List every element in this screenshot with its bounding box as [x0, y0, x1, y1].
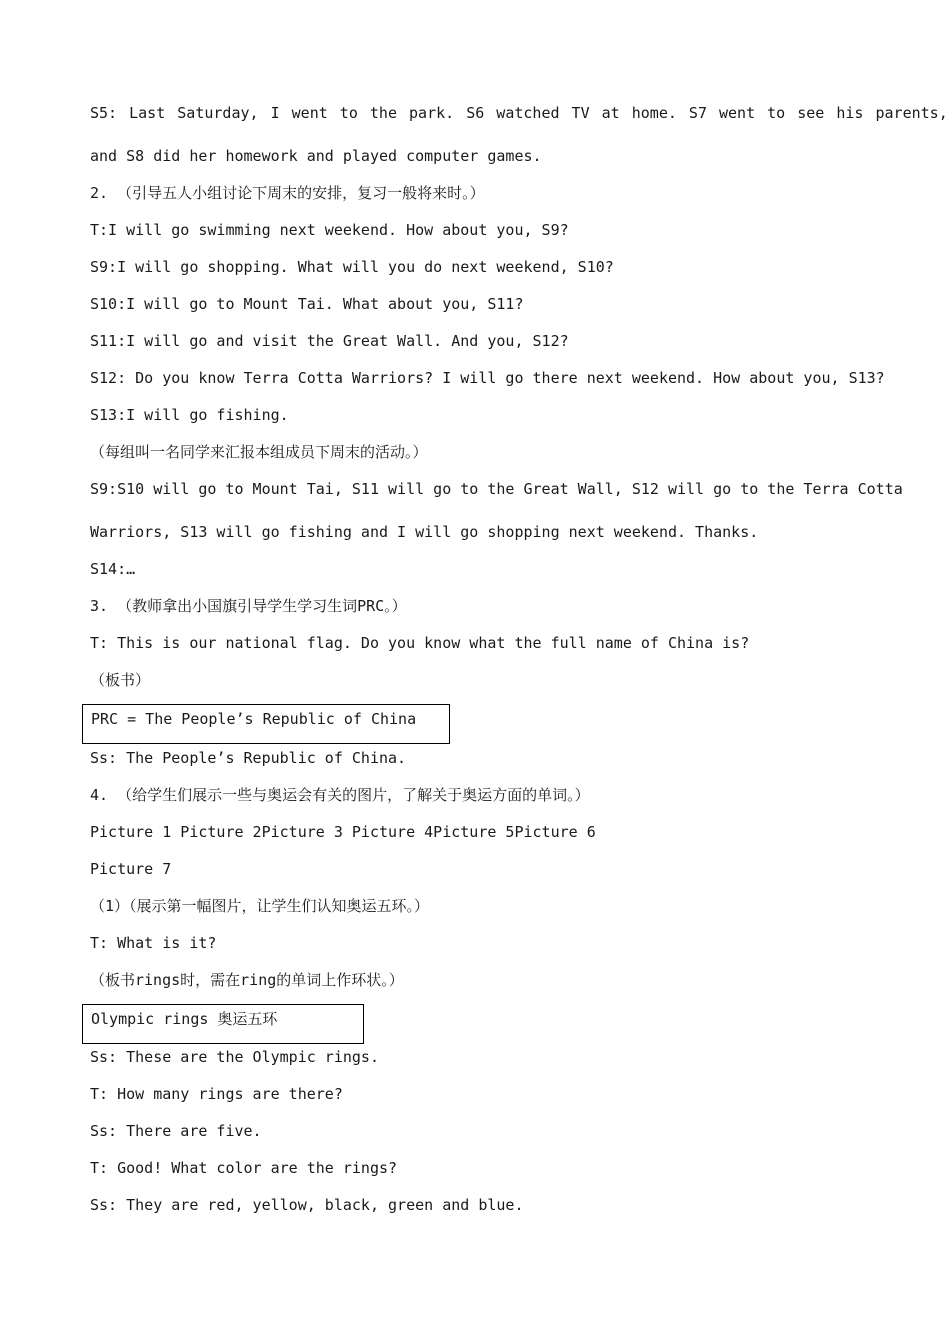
board-note-box-olympic-rings: [82, 1004, 364, 1044]
text-line: T: Good! What color are the rings?: [90, 1159, 398, 1177]
text-line: S9:S10 will go to Mount Tai, S11 will go to the Great Wall, S12 will go to the Terra Cotta: [90, 480, 903, 498]
text-line: S10:I will go to Mount Tai. What about you, S11?: [90, 295, 524, 313]
board-note-text: Olympic rings 奥运五环: [91, 1010, 278, 1028]
text-line: 2. （引导五人小组讨论下周末的安排，复习一般将来时。）: [90, 184, 485, 202]
text-line: （板书）: [90, 671, 151, 689]
board-note-text: PRC = The People’s Republic of China: [91, 710, 417, 728]
text-line: and S8 did her homework and played computer games.: [90, 147, 542, 165]
board-note-box-prc: [82, 704, 450, 744]
text-line: S11:I will go and visit the Great Wall. And you, S12?: [90, 332, 569, 350]
text-line: 3. （教师拿出小国旗引导学生学习生词PRC。）: [90, 597, 407, 615]
text-line: S14:…: [90, 560, 136, 578]
text-line: Ss: They are red, yellow, black, green and blue.: [90, 1196, 524, 1214]
text-line: S12: Do you know Terra Cotta Warriors? I will go there next weekend. How about you, S13?: [90, 369, 885, 387]
text-line: T: This is our national flag. Do you know what the full name of China is?: [90, 634, 750, 652]
text-line: Ss: These are the Olympic rings.: [90, 1048, 379, 1066]
text-line: T: What is it?: [90, 934, 217, 952]
text-line: S13:I will go fishing.: [90, 406, 289, 424]
text-line: Picture 1 Picture 2Picture 3 Picture 4Picture 5Picture 6: [90, 823, 596, 841]
text-line: S9:I will go shopping. What will you do next weekend, S10?: [90, 258, 614, 276]
text-line: Picture 7: [90, 860, 172, 878]
text-line: （板书rings时，需在ring的单词上作环状。）: [90, 971, 404, 989]
text-line: Ss: There are five.: [90, 1122, 262, 1140]
text-line: Warriors, S13 will go fishing and I will go shopping next weekend. Thanks.: [90, 523, 759, 541]
text-line: T: How many rings are there?: [90, 1085, 343, 1103]
text-line: T:I will go swimming next weekend. How about you, S9?: [90, 221, 569, 239]
text-line: （每组叫一名同学来汇报本组成员下周末的活动。）: [90, 443, 428, 461]
text-line: 4. （给学生们展示一些与奥运会有关的图片，了解关于奥运方面的单词。）: [90, 786, 590, 804]
text-line: Ss: The People’s Republic of China.: [90, 749, 407, 767]
text-line: S5: Last Saturday, I went to the park. S6 watched TV at home. S7 went to see his parents,: [90, 104, 948, 122]
text-line: （1）（展示第一幅图片，让学生们认知奥运五环。）: [90, 897, 430, 915]
